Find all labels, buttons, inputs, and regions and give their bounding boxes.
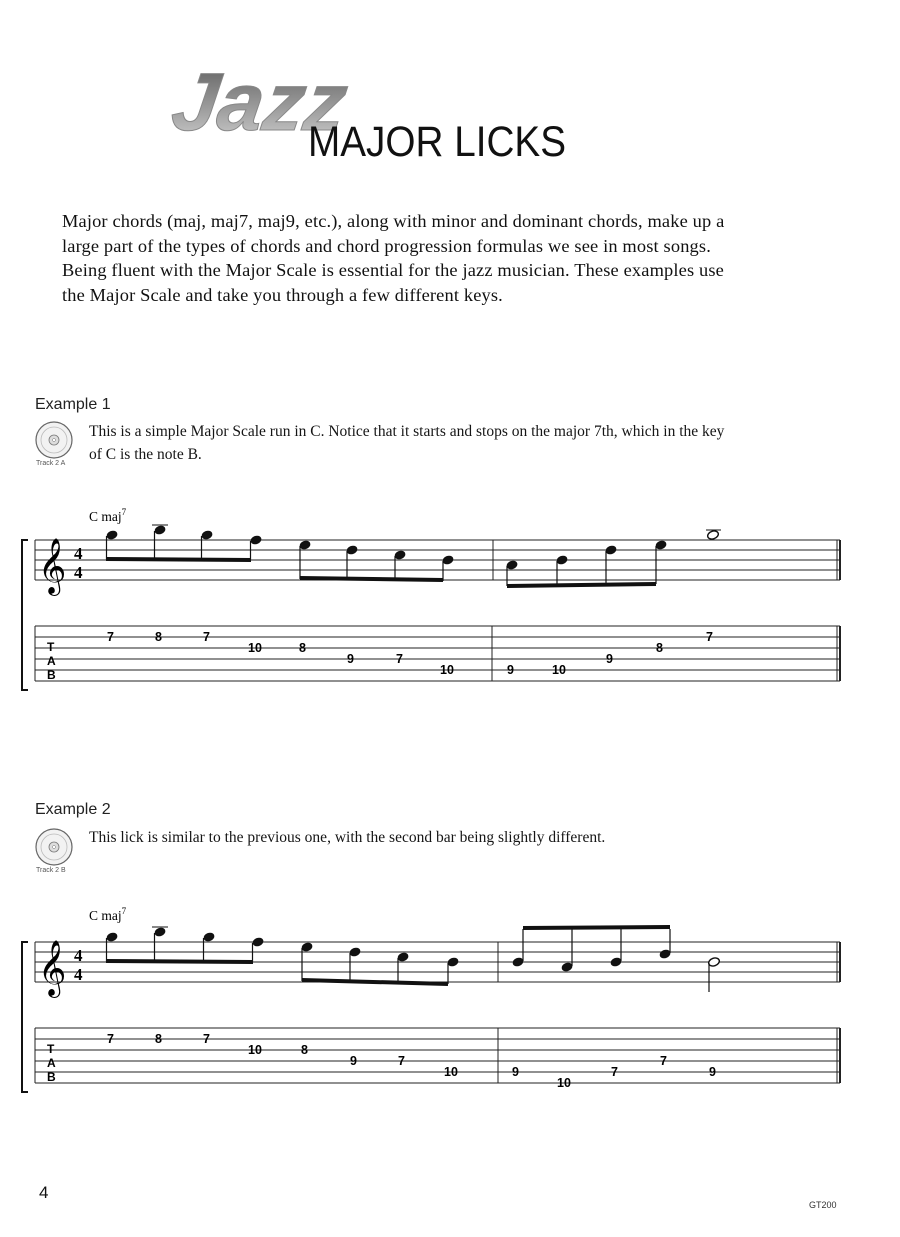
track-label: Track 2 A [36,460,66,467]
svg-text:8: 8 [301,1043,308,1057]
svg-text:10: 10 [440,663,454,677]
svg-text:9: 9 [512,1065,519,1079]
svg-text:T: T [47,1042,55,1056]
tab-labels [47,1042,56,1084]
system-bracket [22,942,28,1092]
time-signature-bottom: 4 [74,965,83,984]
svg-text:7: 7 [706,630,713,644]
treble-clef: 𝄞 [38,538,67,594]
time-signature-top: 4 [74,946,83,965]
intro-line: large part of the types of chords and chord progression formulas we see in most songs. [62,235,711,256]
intro-text [62,209,852,307]
example-1-description [89,420,829,466]
treble-clef: 𝄞 [38,940,67,996]
page-number: 4 [39,1183,49,1202]
svg-text:B: B [47,668,56,682]
svg-text:7: 7 [398,1054,405,1068]
svg-text:7: 7 [107,1032,114,1046]
svg-text:8: 8 [656,641,663,655]
chord-symbol: C maj$^7$ [89,507,127,524]
description-line: This is a simple Major Scale run in C. Notice that it starts and stops on the major 7th, which in the key [89,423,725,440]
cd-track-icon[interactable] [34,827,74,879]
time-signature-top: 4 [74,544,83,563]
notes-bar-1 [106,927,459,984]
cd-icon [34,827,74,867]
svg-text:10: 10 [248,1043,262,1057]
track-label: Track 2 B [36,867,66,874]
svg-text:10: 10 [557,1076,571,1090]
example-2-label: Example 2 [35,801,111,818]
svg-text:7: 7 [107,630,114,644]
chord-symbol: C maj$^7$ [89,906,127,923]
description-line: This lick is similar to the previous one, with the second bar being slightly different. [89,829,606,846]
svg-text:9: 9 [507,663,514,677]
catalog-number: GT200 [809,1200,837,1210]
cd-icon [34,420,74,460]
example-1-label: Example 1 [35,396,111,413]
svg-text:10: 10 [444,1065,458,1079]
example-1-notation [0,500,900,700]
notes-bar-1 [106,525,454,581]
svg-text:7: 7 [660,1054,667,1068]
svg-text:7: 7 [203,1032,210,1046]
svg-text:9: 9 [709,1065,716,1079]
example-2-description [89,826,829,849]
svg-text:8: 8 [299,641,306,655]
intro-line: Being fluent with the Major Scale is essential for the jazz musician. These examples use [62,260,724,280]
svg-text:10: 10 [248,641,262,655]
svg-text:Jazz: Jazz [166,56,353,148]
page-title: MAJOR LICKS [308,118,567,166]
svg-text:9: 9 [606,652,613,666]
svg-text:10: 10 [552,663,566,677]
svg-text:8: 8 [155,630,162,644]
svg-text:B: B [47,1070,56,1084]
svg-text:7: 7 [396,652,403,666]
svg-text:A: A [47,654,56,668]
notes-bar-2 [506,530,721,586]
intro-line: the Major Scale and take you through a few different keys. [62,284,503,305]
svg-text:7: 7 [203,630,210,644]
cd-track-icon[interactable] [34,420,74,472]
svg-text:A: A [47,1056,56,1070]
svg-text:9: 9 [347,652,354,666]
example-2-notation [0,900,900,1100]
system-bracket [22,540,28,690]
tab-labels [47,640,56,682]
intro-line: Major chords (maj, maj7, maj9, etc.), along with minor and dominant chords, make up a [62,211,725,231]
svg-text:9: 9 [350,1054,357,1068]
time-signature-bottom: 4 [74,563,83,582]
svg-text:8: 8 [155,1032,162,1046]
description-line: of C is the note B. [89,446,202,463]
svg-text:T: T [47,640,55,654]
svg-text:7: 7 [611,1065,618,1079]
